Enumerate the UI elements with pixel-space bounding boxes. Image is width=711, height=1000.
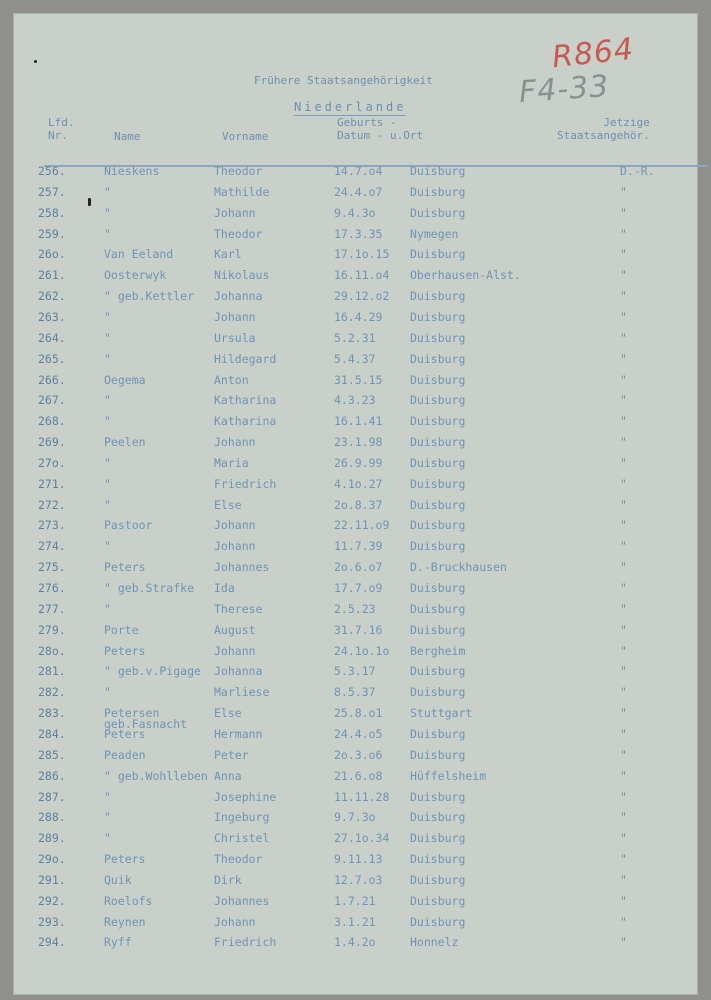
entry-birthdate: 26.9.99 [334, 455, 383, 470]
entry-birthdate: 9.11.13 [334, 852, 383, 867]
entry-firstname: Johann [214, 539, 256, 554]
entry-birthdate: 24.4.o5 [334, 726, 383, 741]
entry-birthplace: Bergheim [410, 643, 466, 658]
entry-birthplace: D.-Bruckhausen [410, 560, 507, 575]
entry-firstname: Katharina [214, 414, 277, 429]
entry-number: 268. [38, 414, 66, 429]
entry-birthplace: Duisburg [410, 685, 466, 700]
entry-birthdate: 21.6.o8 [334, 768, 383, 783]
entry-number: 282. [38, 685, 66, 700]
entry-birthdate: 4.1o.27 [334, 476, 383, 491]
entry-firstname: Ingeburg [214, 810, 270, 825]
entry-birthplace: Duisburg [410, 601, 466, 616]
entry-citizenship: D.-R. [620, 164, 655, 178]
entry-birthdate: 2o.3.o6 [334, 747, 383, 762]
table-row [14, 185, 697, 205]
entry-firstname: Johann [214, 205, 256, 220]
entry-birthdate: 11.11.28 [334, 789, 390, 804]
entry-birthdate: 22.11.o9 [334, 518, 390, 533]
entry-firstname: Friedrich [214, 935, 277, 950]
entry-number: 286. [38, 768, 66, 783]
entry-citizenship: " [620, 726, 627, 741]
entry-surname: " geb.v.Pigage [104, 664, 201, 679]
entry-citizenship: " [620, 184, 627, 199]
entry-birthplace: Duisburg [410, 247, 466, 262]
entry-birthplace: Oberhausen-Alst. [410, 268, 521, 283]
entry-surname: Reynen [104, 914, 146, 929]
entry-birthdate: 14.7.o4 [334, 164, 383, 178]
entry-firstname: Johannes [214, 560, 270, 575]
entry-birthdate: 2.5.23 [334, 601, 376, 616]
paper-speck [88, 198, 91, 206]
entry-birthdate: 5.4.37 [334, 351, 376, 366]
entry-number: 288. [38, 810, 66, 825]
entry-birthplace: Duisburg [410, 476, 466, 491]
table-row [14, 602, 697, 622]
entry-number: 294. [38, 935, 66, 950]
entry-citizenship: " [620, 643, 627, 658]
table-row [14, 164, 697, 184]
entry-surname: Peters [104, 726, 146, 741]
entry-number: 272. [38, 497, 66, 512]
table-row [14, 373, 697, 393]
entry-birthdate: 5.2.31 [334, 330, 376, 345]
entry-surname: " [104, 309, 111, 324]
entry-birthdate: 5.3.17 [334, 664, 376, 679]
entry-citizenship: " [620, 622, 627, 637]
entry-number: 265. [38, 351, 66, 366]
entry-birthdate: 9.4.3o [334, 205, 376, 220]
entry-number: 266. [38, 372, 66, 387]
entry-firstname: Anton [214, 372, 249, 387]
entry-surname: " [104, 351, 111, 366]
document-page [14, 14, 697, 994]
entry-firstname: Maria [214, 455, 249, 470]
entry-birthplace: Duisburg [410, 393, 466, 408]
entry-birthplace: Duisburg [410, 351, 466, 366]
entry-firstname: Ursula [214, 330, 256, 345]
entry-birthplace: Duisburg [410, 414, 466, 429]
entry-surname: " [104, 539, 111, 554]
entry-surname: Peelen [104, 435, 146, 450]
entry-citizenship: " [620, 309, 627, 324]
entry-citizenship: " [620, 205, 627, 220]
entry-number: 287. [38, 789, 66, 804]
table-row [14, 310, 697, 330]
entry-number: 267. [38, 393, 66, 408]
table-row [14, 831, 697, 851]
entry-surname: " geb.Kettler [104, 289, 195, 304]
entry-surname: Peaden [104, 747, 146, 762]
entry-birthdate: 1.4.2o [334, 935, 376, 950]
entry-birthdate: 4.3.23 [334, 393, 376, 408]
table-row [14, 623, 697, 643]
entry-firstname: Theodor [214, 164, 263, 178]
column-header-citizenship: Jetzige Staatsangehör. [557, 116, 650, 142]
table-row [14, 393, 697, 413]
entry-firstname: Johann [214, 309, 256, 324]
entry-firstname: Josephine [214, 789, 277, 804]
table-row [14, 894, 697, 914]
archive-stamp-red: R864 [550, 31, 636, 76]
entry-birthplace: Duisburg [410, 205, 466, 220]
entry-birthplace: Duisburg [410, 289, 466, 304]
entry-surname: Ryff [104, 935, 132, 950]
table-row [14, 268, 697, 288]
entry-surname: Quik [104, 872, 132, 887]
entry-birthdate: 2o.8.37 [334, 497, 383, 512]
entry-birthplace: Duisburg [410, 497, 466, 512]
entry-number: 277. [38, 601, 66, 616]
entry-surname: " [104, 226, 111, 241]
table-row [14, 664, 697, 684]
table-row [14, 247, 697, 267]
entry-citizenship: " [620, 872, 627, 887]
entry-surname: Van Eeland [104, 247, 174, 262]
entry-surname: " [104, 831, 111, 846]
entry-citizenship: " [620, 935, 627, 950]
entry-citizenship: " [620, 393, 627, 408]
entry-surname: Peters [104, 560, 146, 575]
table-row [14, 331, 697, 351]
entry-surname: Peters [104, 852, 146, 867]
entry-firstname: Christel [214, 831, 270, 846]
entry-surname: " [104, 476, 111, 491]
entry-birthdate: 17.1o.15 [334, 247, 390, 262]
entry-number: 271. [38, 476, 66, 491]
entry-surname: " [104, 789, 111, 804]
entry-number: 292. [38, 893, 66, 908]
entry-surname: " [104, 497, 111, 512]
entry-firstname: Katharina [214, 393, 277, 408]
entry-birthplace: Duisburg [410, 435, 466, 450]
archive-stamp-pencil: F4-33 [517, 68, 611, 111]
entry-firstname: Peter [214, 747, 249, 762]
entry-birthplace: Duisburg [410, 664, 466, 679]
entry-citizenship: " [620, 914, 627, 929]
entry-citizenship: " [620, 706, 627, 721]
entry-surname: " geb.Strafke [104, 581, 195, 595]
entry-surname-line2: geb.Fasnacht [104, 717, 188, 732]
entry-birthplace: Duisburg [410, 518, 466, 533]
entry-firstname: Hermann [214, 726, 263, 741]
entry-birthplace: Duisburg [410, 852, 466, 867]
entry-number: 273. [38, 518, 66, 533]
entry-number: 264. [38, 330, 66, 345]
entry-citizenship: " [620, 476, 627, 491]
entry-birthdate: 16.4.29 [334, 309, 383, 324]
entry-citizenship: " [620, 518, 627, 533]
entry-citizenship: " [620, 852, 627, 867]
entry-birthplace: Duisburg [410, 330, 466, 345]
entry-citizenship: " [620, 247, 627, 262]
entry-birthdate: 24.1o.1o [334, 643, 390, 658]
entry-birthplace: Stuttgart [410, 706, 473, 721]
entry-surname: " [104, 414, 111, 429]
table-row [14, 790, 697, 810]
entry-number: 283. [38, 706, 66, 721]
entry-birthplace: Duisburg [410, 893, 466, 908]
entry-birthdate: 12.7.o3 [334, 872, 383, 887]
table-row [14, 518, 697, 538]
entry-firstname: Karl [214, 247, 242, 262]
table-row [14, 206, 697, 226]
table-row [14, 706, 697, 732]
entry-firstname: Therese [214, 601, 263, 616]
entry-surname: " [104, 184, 111, 199]
entry-citizenship: " [620, 831, 627, 846]
entry-firstname: Anna [214, 768, 242, 783]
entry-surname: " [104, 393, 111, 408]
entry-surname: " [104, 601, 111, 616]
table-row [14, 727, 697, 747]
entry-citizenship: " [620, 226, 627, 241]
column-header-name: Name [114, 130, 141, 143]
entry-citizenship: " [620, 601, 627, 616]
entry-citizenship: " [620, 581, 627, 595]
entry-firstname: Else [214, 706, 242, 721]
table-row [14, 935, 697, 955]
entry-number: 279. [38, 622, 66, 637]
entry-number: 285. [38, 747, 66, 762]
entry-surname: " [104, 455, 111, 470]
entry-birthplace: Honnelz [410, 935, 459, 950]
column-header-nr: Lfd. Nr. [48, 116, 75, 142]
entry-birthdate: 3.1.21 [334, 914, 376, 929]
table-row [14, 435, 697, 455]
entry-firstname: Ida [214, 581, 235, 595]
entry-birthplace: Duisburg [410, 622, 466, 637]
entry-firstname: Marliese [214, 685, 270, 700]
entry-birthplace: Duisburg [410, 184, 466, 199]
entry-surname: " geb.Wohlleben [104, 768, 208, 783]
entry-surname: Roelofs [104, 893, 153, 908]
table-row [14, 748, 697, 768]
entry-birthdate: 16.11.o4 [334, 268, 390, 283]
entry-birthdate: 27.1o.34 [334, 831, 390, 846]
entry-number: 256. [38, 164, 66, 178]
entry-surname: Peters [104, 643, 146, 658]
column-header-birth: Geburts - Datum - u.Ort [337, 116, 424, 142]
entry-firstname: August [214, 622, 256, 637]
table-row [14, 227, 697, 247]
entry-firstname: Johann [214, 435, 256, 450]
entry-birthdate: 24.4.o7 [334, 184, 383, 199]
entry-citizenship: " [620, 268, 627, 283]
entry-number: 269. [38, 435, 66, 450]
entry-citizenship: " [620, 560, 627, 575]
entry-birthdate: 31.7.16 [334, 622, 383, 637]
table-row [14, 873, 697, 893]
entry-number: 28o. [38, 643, 66, 658]
entry-birthdate: 1.7.21 [334, 893, 376, 908]
table-row [14, 810, 697, 830]
entry-citizenship: " [620, 810, 627, 825]
entry-birthdate: 16.1.41 [334, 414, 383, 429]
entry-number: 261. [38, 268, 66, 283]
entry-firstname: Friedrich [214, 476, 277, 491]
entry-surname: " [104, 205, 111, 220]
entry-surname: Oosterwyk [104, 268, 167, 283]
entry-birthplace: Duisburg [410, 539, 466, 554]
entry-citizenship: " [620, 414, 627, 429]
page-title: Frühere Staatsangehörigkeit [254, 74, 433, 87]
entry-citizenship: " [620, 685, 627, 700]
entry-surname: Pastoor [104, 518, 153, 533]
entry-firstname: Johanna [214, 664, 263, 679]
table-row [14, 644, 697, 664]
entry-firstname: Johann [214, 643, 256, 658]
entry-birthdate: 31.5.15 [334, 372, 383, 387]
entry-number: 257. [38, 184, 66, 199]
entry-firstname: Theodor [214, 852, 263, 867]
entry-birthdate: 25.8.o1 [334, 706, 383, 721]
entry-birthdate: 23.1.98 [334, 435, 383, 450]
entry-citizenship: " [620, 372, 627, 387]
entry-surname: Nieskens [104, 164, 160, 178]
entry-birthplace: Duisburg [410, 726, 466, 741]
entry-firstname: Else [214, 497, 242, 512]
entry-surname: Oegema [104, 372, 146, 387]
table-row [14, 915, 697, 935]
table-row [14, 498, 697, 518]
entry-citizenship: " [620, 497, 627, 512]
table-row [14, 685, 697, 705]
entry-number: 289. [38, 831, 66, 846]
entry-citizenship: " [620, 747, 627, 762]
entry-birthplace: Duisburg [410, 831, 466, 846]
entry-number: 27o. [38, 455, 66, 470]
entry-birthdate: 2o.6.o7 [334, 560, 383, 575]
entry-surname: Porte [104, 622, 139, 637]
entry-birthdate: 8.5.37 [334, 685, 376, 700]
entry-number: 275. [38, 560, 66, 575]
entry-birthplace: Duisburg [410, 455, 466, 470]
entry-number: 274. [38, 539, 66, 554]
entry-birthplace: Nymegen [410, 226, 459, 241]
table-row [14, 477, 697, 497]
entry-birthplace: Duisburg [410, 164, 466, 178]
country-heading: Niederlande [294, 100, 407, 114]
entry-birthplace: Duisburg [410, 747, 466, 762]
table-row [14, 769, 697, 789]
entry-birthplace: Duisburg [410, 309, 466, 324]
table-row [14, 560, 697, 580]
table-row [14, 456, 697, 476]
entry-surname: " [104, 330, 111, 345]
entry-birthplace: Duisburg [410, 789, 466, 804]
table-row [14, 414, 697, 434]
entry-number: 26o. [38, 247, 66, 262]
entry-number: 281. [38, 664, 66, 679]
entry-surname: " [104, 810, 111, 825]
entry-number: 259. [38, 226, 66, 241]
column-header-firstname: Vorname [222, 130, 269, 143]
entry-firstname: Nikolaus [214, 268, 270, 283]
entry-citizenship: " [620, 664, 627, 679]
entry-firstname: Mathilde [214, 184, 270, 199]
entry-citizenship: " [620, 539, 627, 554]
entry-firstname: Hildegard [214, 351, 277, 366]
entry-citizenship: " [620, 893, 627, 908]
entry-citizenship: " [620, 455, 627, 470]
table-row [14, 852, 697, 872]
entry-firstname: Theodor [214, 226, 263, 241]
entry-birthdate: 29.12.o2 [334, 289, 390, 304]
entry-citizenship: " [620, 768, 627, 783]
table-row [14, 539, 697, 559]
entry-citizenship: " [620, 289, 627, 304]
table-row [14, 581, 697, 601]
entry-birthplace: Hüffelsheim [410, 768, 487, 783]
entry-number: 263. [38, 309, 66, 324]
entry-birthplace: Duisburg [410, 914, 466, 929]
entry-number: 293. [38, 914, 66, 929]
entry-surname: " [104, 685, 111, 700]
table-row [14, 289, 697, 309]
entry-firstname: Johanna [214, 289, 263, 304]
entry-firstname: Johannes [214, 893, 270, 908]
entry-citizenship: " [620, 789, 627, 804]
entry-birthplace: Duisburg [410, 372, 466, 387]
entry-number: 291. [38, 872, 66, 887]
entry-surname: Petersen [104, 706, 160, 721]
entry-number: 29o. [38, 852, 66, 867]
entry-firstname: Johann [214, 518, 256, 533]
entry-birthplace: Duisburg [410, 872, 466, 887]
table-row [14, 352, 697, 372]
entry-birthdate: 17.3.35 [334, 226, 383, 241]
paper-speck [34, 60, 37, 63]
entry-number: 258. [38, 205, 66, 220]
entry-citizenship: " [620, 330, 627, 345]
entry-citizenship: " [620, 435, 627, 450]
entry-number: 284. [38, 726, 66, 741]
entry-number: 276. [38, 581, 66, 595]
entry-birthplace: Duisburg [410, 581, 466, 595]
entry-number: 262. [38, 289, 66, 304]
entry-birthdate: 9.7.3o [334, 810, 376, 825]
entry-birthdate: 17.7.o9 [334, 581, 383, 595]
entry-birthplace: Duisburg [410, 810, 466, 825]
entry-citizenship: " [620, 351, 627, 366]
entry-birthdate: 11.7.39 [334, 539, 383, 554]
entry-firstname: Dirk [214, 872, 242, 887]
entry-firstname: Johann [214, 914, 256, 929]
